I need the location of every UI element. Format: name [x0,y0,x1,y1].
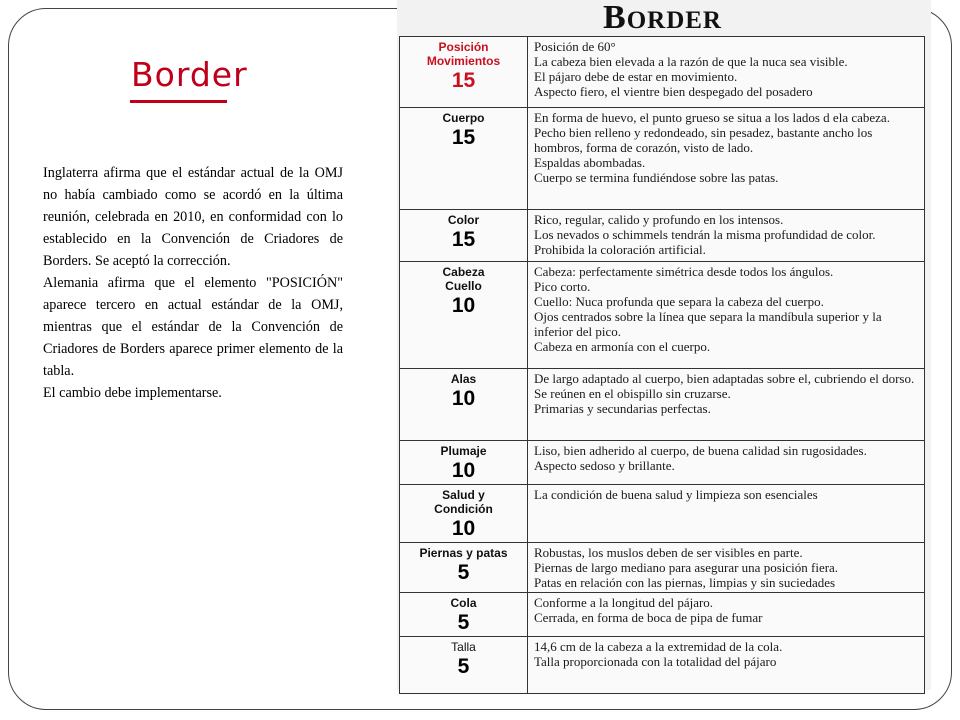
criterion-cell [400,637,528,694]
description-line: Los nevados o schimmels tendrán la misma profundidad de color. [534,227,876,242]
paragraph-england: Inglaterra afirma que el estándar actual de la OMJ no había cambiado como se acordó en la última reunión, celebrada en 2010, en conformidad con lo establecido en la Convención de Criadores de Borders. Se aceptó la corrección. [43,165,343,269]
table-row [400,485,925,543]
criterion-cell [400,593,528,637]
table-row [400,441,925,485]
description-line: 14,6 cm de la cabeza a la extremidad de la cola. [534,639,783,654]
description-line: Liso, bien adherido al cuerpo, de buena calidad sin rugosidades. [534,443,867,458]
criterion-cell [400,543,528,593]
table-title-rest: ORDER [626,7,722,34]
description-line: La condición de buena salud y limpieza son esenciales [534,487,818,502]
description-line: De largo adaptado al cuerpo, bien adaptadas sobre el, cubriendo el dorso. [534,371,915,386]
description-line: Pecho bien relleno y redondeado, sin pesadez, bastante ancho los hombros, forma de corazón, visto de lado. [534,125,873,155]
criterion-cell [400,210,528,262]
criterion-name: Movimientos [426,54,501,68]
criterion-description [528,485,925,543]
criterion-cell [400,37,528,108]
criterion-cell [400,108,528,210]
table-row [400,108,925,210]
description-line: Robustas, los muslos deben de ser visibles en parte. [534,545,803,560]
criterion-cell [400,485,528,543]
description-line: Espaldas abombadas. [534,155,646,170]
criterion-cell [400,369,528,441]
criterion-name: Posición [438,40,489,54]
description-line: Conforme a la longitud del pájaro. [534,595,714,610]
criterion-cell [400,262,528,369]
description-line: Aspecto sedoso y brillante. [534,458,675,473]
table-title [603,0,722,39]
table-row [400,210,925,262]
table-title-initial: B [603,0,627,36]
description-line: Cerrada, en forma de boca de pipa de fumar [534,610,763,625]
paragraph-conclusion: El cambio debe implementarse. [43,385,222,401]
criterion-name: Cuerpo [442,111,485,125]
criterion-name: Talla [451,640,476,654]
description-line: Rico, regular, calido y profundo en los intensos. [534,212,784,227]
title-underline [130,100,227,103]
description-line: Ojos centrados sobre la línea que separa la mandíbula superior y la inferior del pico. [534,309,882,339]
table-row [400,369,925,441]
description-line: Prohibida la coloración artificial. [534,242,706,257]
criterion-description [528,37,925,108]
description-line: Patas en relación con las piernas, limpias y sin suciedades [534,575,836,590]
table-row [400,262,925,369]
description-line: Posición de 60° [534,39,616,54]
criterion-description [528,262,925,369]
table-row [400,593,925,637]
criterion-name: Condición [434,502,493,516]
table-row [400,637,925,694]
slide-title: Border [131,55,248,94]
criterion-points: 10 [451,517,476,540]
criterion-name: Alas [450,372,477,386]
criterion-points: 15 [451,69,476,92]
standard-table-image [397,0,931,690]
criterion-description [528,108,925,210]
criterion-name: Salud y [442,488,485,502]
criterion-name: Piernas y patas [419,546,508,560]
criterion-points: 10 [451,387,476,410]
criterion-name: Cola [450,596,477,610]
table-header [397,0,931,36]
table-row [400,37,925,108]
description-line: La cabeza bien elevada a la razón de que la nuca sea visible. [534,54,848,69]
standard-table [399,36,925,694]
description-line: En forma de huevo, el punto grueso se situa a los lados d ela cabeza. [534,110,890,125]
criterion-name: Color [447,213,480,227]
criterion-description [528,210,925,262]
description-line: Piernas de largo mediano para asegurar una posición fiera. [534,560,839,575]
body-text [43,162,343,404]
description-line: Pico corto. [534,279,591,294]
description-line: Cuello: Nuca profunda que separa la cabeza del cuerpo. [534,294,824,309]
criterion-points: 15 [451,126,476,149]
criterion-description [528,441,925,485]
criterion-points: 10 [451,459,476,482]
criterion-description [528,369,925,441]
criterion-name: Cuello [445,279,482,293]
paragraph-germany: Alemania afirma que el elemento "POSICIÓN" aparece tercero en actual estándar de la OMJ, mientras que el estándar de la Convención de Criadores de Borders aparece primer elemento de la tabla. [43,275,343,379]
criterion-points: 5 [457,655,470,678]
criterion-points: 15 [451,228,476,251]
criterion-points: 5 [457,611,470,634]
criterion-description [528,637,925,694]
criterion-cell [400,441,528,485]
criterion-name: Plumaje [440,444,487,458]
description-line: El pájaro debe de estar en movimiento. [534,69,738,84]
criterion-description [528,593,925,637]
criterion-name: Cabeza [442,265,485,279]
criterion-points: 5 [457,561,470,584]
description-line: Aspecto fiero, el vientre bien despegado del posadero [534,84,813,99]
description-line: Se reúnen en el obispillo sin cruzarse. [534,386,731,401]
criterion-description [528,543,925,593]
description-line: Primarias y secundarias perfectas. [534,401,711,416]
criterion-points: 10 [451,294,476,317]
table-row [400,543,925,593]
description-line: Cuerpo se termina fundiéndose sobre las patas. [534,170,779,185]
description-line: Talla proporcionada con la totalidad del pájaro [534,654,777,669]
description-line: Cabeza en armonía con el cuerpo. [534,339,711,354]
description-line: Cabeza: perfectamente simétrica desde todos los ángulos. [534,264,834,279]
